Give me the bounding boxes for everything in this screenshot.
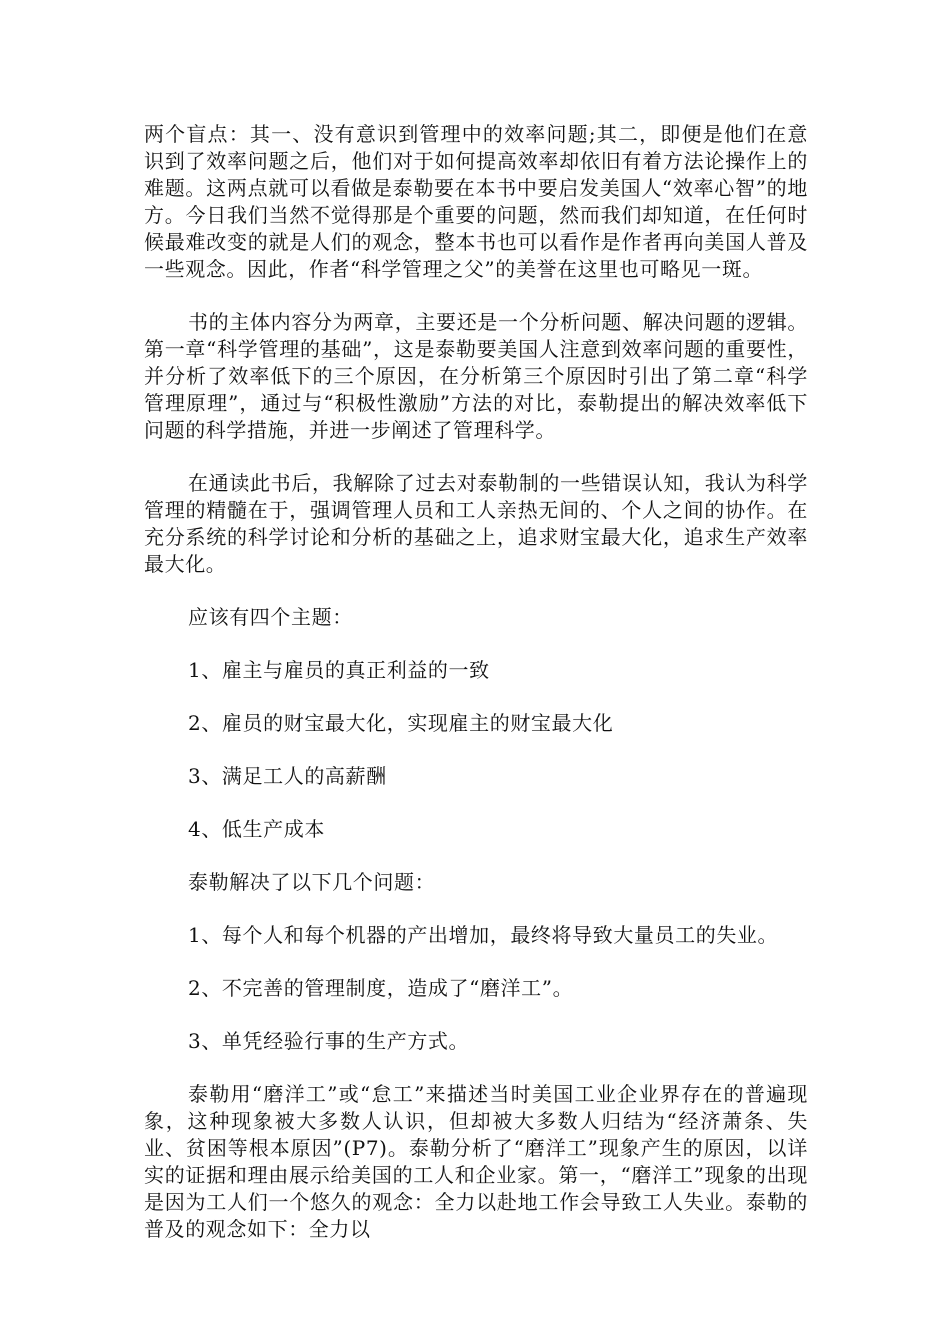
list-heading-problems: 泰勒解决了以下几个问题： bbox=[188, 870, 436, 894]
list-item: 3、单凭经验行事的生产方式。 bbox=[188, 1029, 470, 1053]
paragraph-reading-reflection: 在通读此书后，我解除了过去对泰勒制的一些错误认知，我认为科学管理的精髓在于，强调管理人员和工人亲热无间的、个人之间的协作。在充分系统的科学讨论和分析的基础之上，追求财宝最大化，追求生产效率最大化。 bbox=[144, 471, 808, 576]
list-item: 2、不完善的管理制度，造成了“磨洋工”。 bbox=[188, 976, 574, 1000]
list-item: 1、每个人和每个机器的产出增加，最终将导致大量员工的失业。 bbox=[188, 923, 779, 947]
list-item: 4、低生产成本 bbox=[188, 817, 325, 841]
paragraph-book-structure: 书的主体内容分为两章，主要还是一个分析问题、解决问题的逻辑。第一章“科学管理的基础”，这是泰勒要美国人注意到效率问题的重要性，并分析了效率低下的三个原因，在分析第三个原因时引出了第二章“科学管理原理”，通过与“积极性激励”方法的对比，泰勒提出的解决效率低下问题的科学措施，并进一步阐述了管理科学。 bbox=[144, 310, 808, 442]
paragraph-blind-spots: 两个盲点：其一、没有意识到管理中的效率问题;其二，即便是他们在意识到了效率问题之后，他们对于如何提高效率却依旧有着方法论操作上的难题。这两点就可以看做是泰勒要在本书中要启发美国人“效率心智”的地方。今日我们当然不觉得那是个重要的问题，然而我们却知道，在任何时候最难改变的就是人们的观念，整本书也可以看作是作者再向美国人普及一些观念。因此，作者“科学管理之父”的美誉在这里也可略见一斑。 bbox=[144, 122, 808, 281]
list-item: 3、满足工人的高薪酬 bbox=[188, 764, 387, 788]
paragraph-soldiering: 泰勒用“磨洋工”或“怠工”来描述当时美国工业企业界存在的普遍现象，这种现象被大多数人认识，但却被大多数人归结为“经济萧条、失业、贫困等根本原因”(P7)。泰勒分析了“磨洋工”现象产生的原因，以详实的证据和理由展示给美国的工人和企业家。第一，“磨洋工”现象的出现是因为工人们一个悠久的观念：全力以赴地工作会导致工人失业。泰勒的普及的观念如下：全力以 bbox=[144, 1082, 808, 1241]
document-body bbox=[144, 121, 808, 1269]
list-item: 2、雇员的财宝最大化，实现雇主的财宝最大化 bbox=[188, 711, 614, 735]
list-heading-themes: 应该有四个主题： bbox=[188, 605, 353, 629]
list-item: 1、雇主与雇员的真正利益的一致 bbox=[188, 658, 490, 682]
